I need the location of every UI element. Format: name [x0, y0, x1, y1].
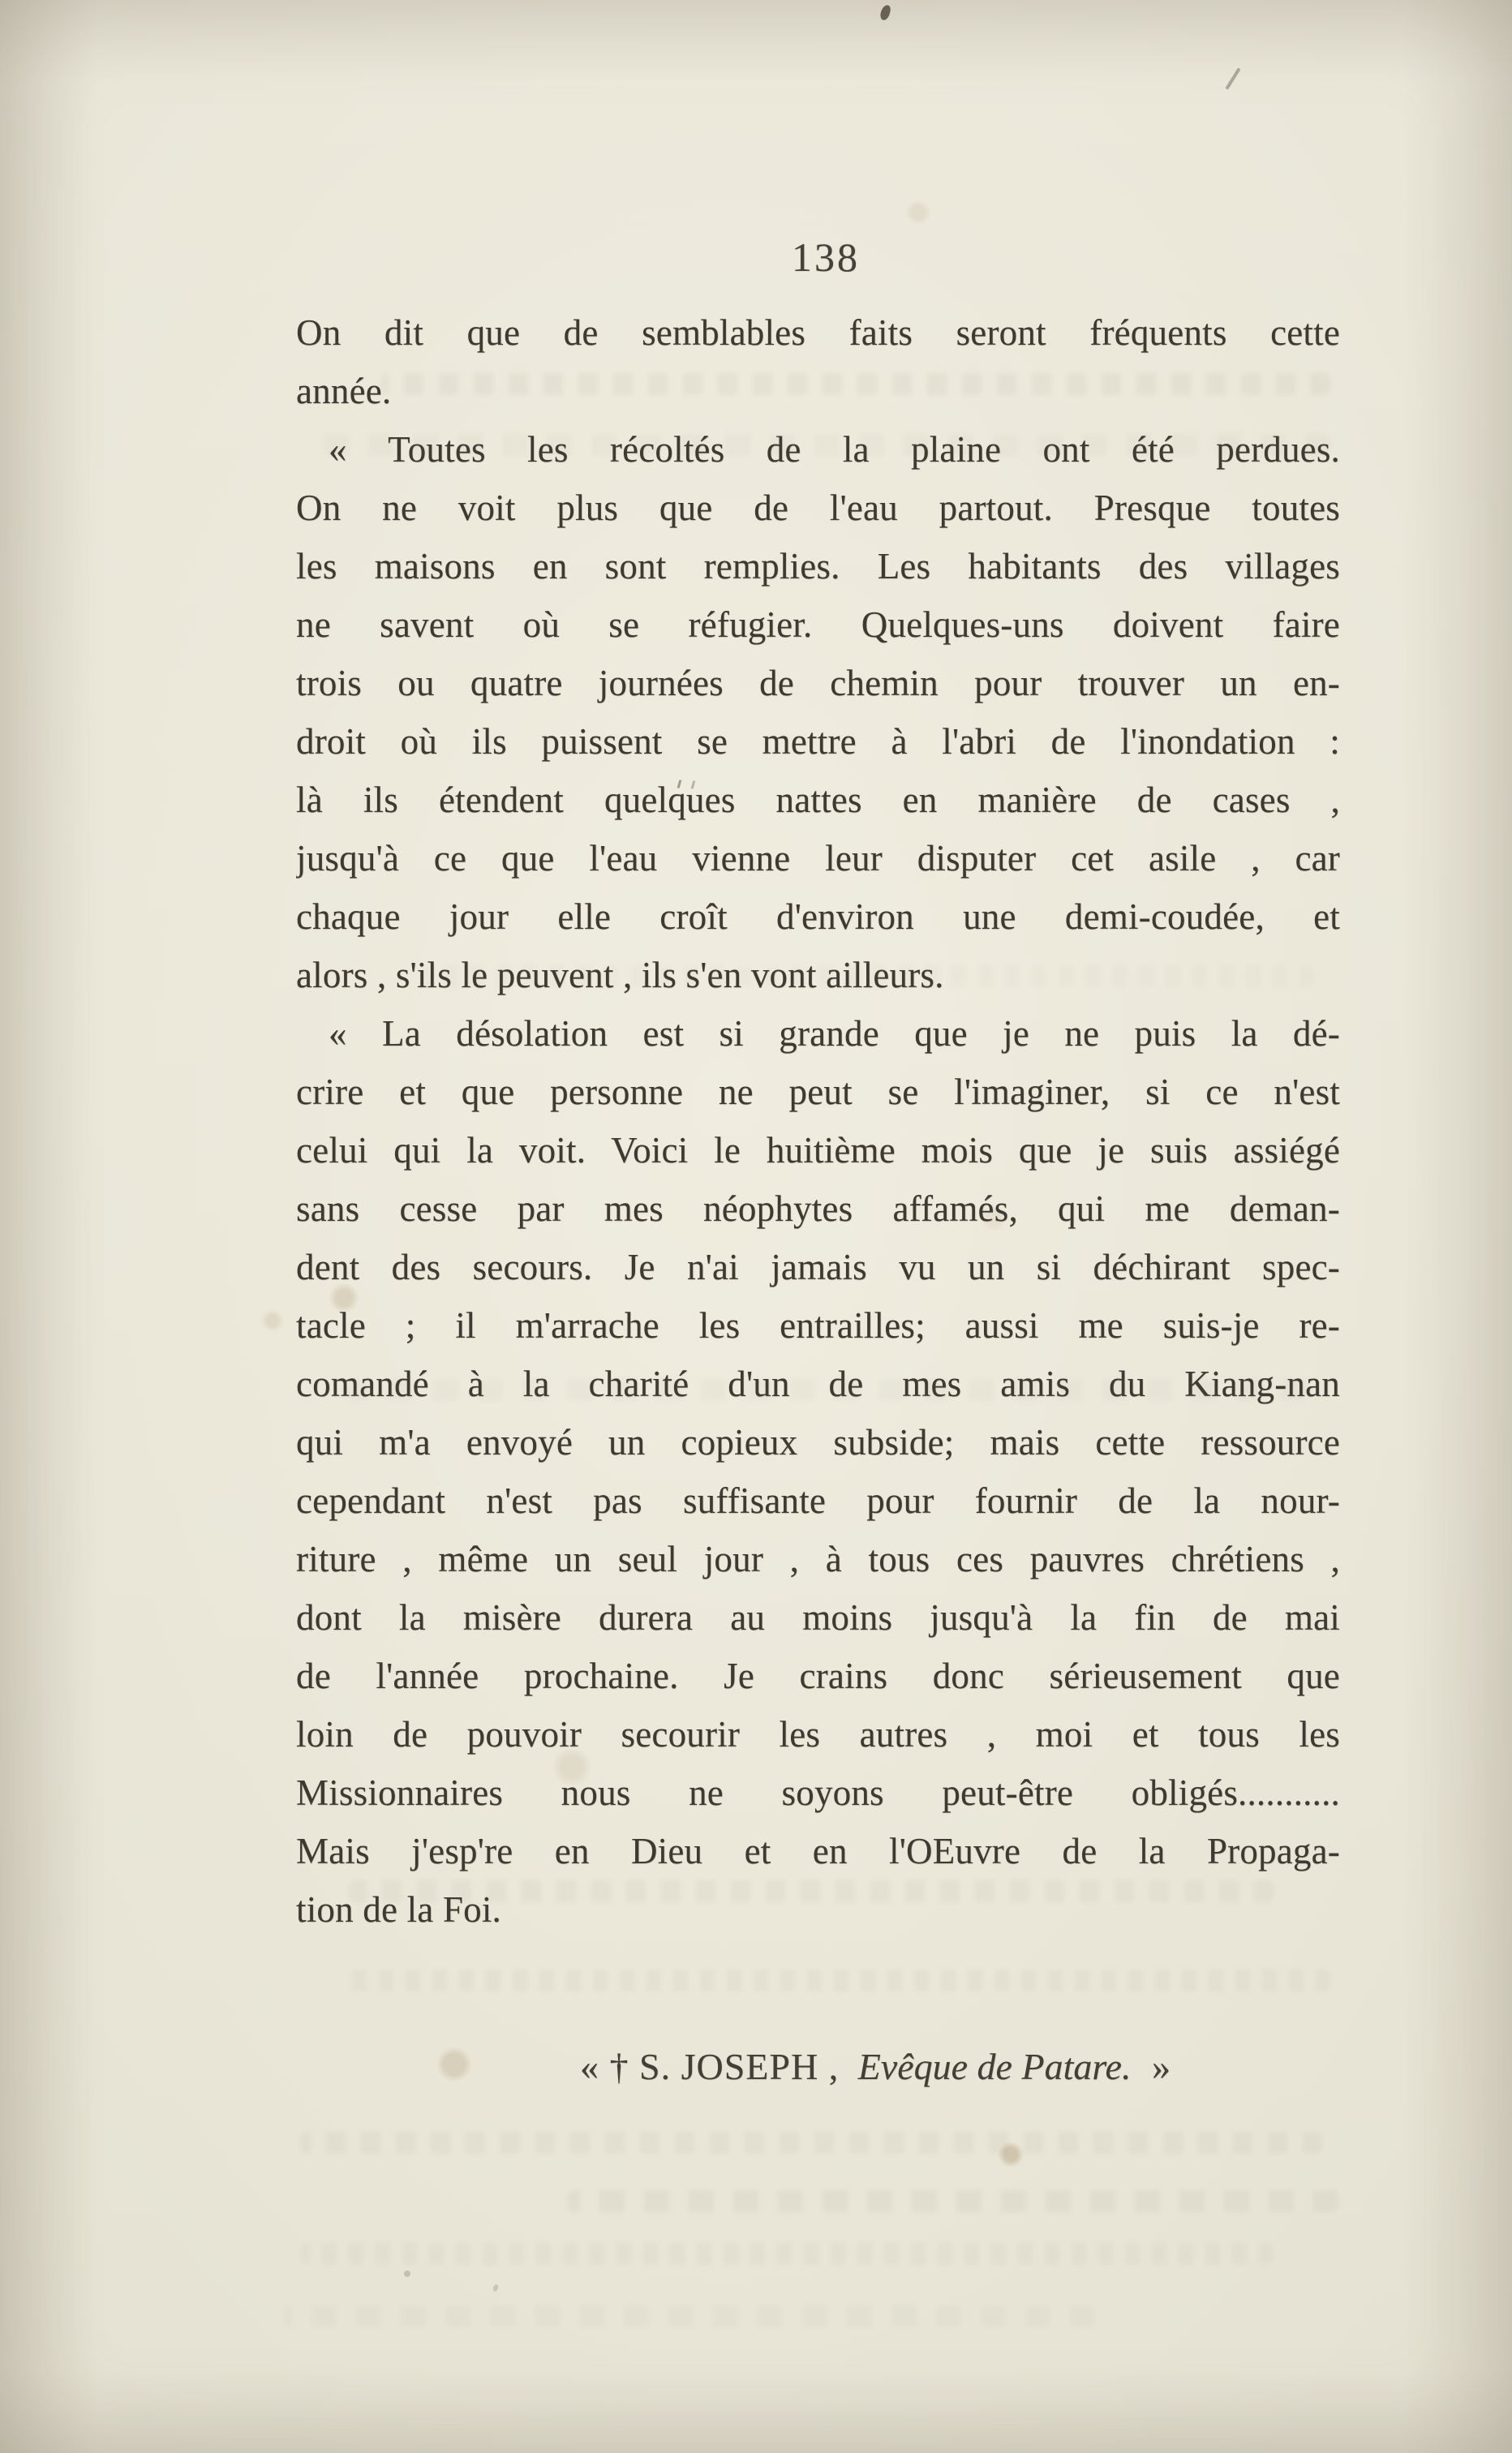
scratch-mark: [1225, 67, 1240, 90]
text-line: ne savent où se réfugier. Quelques-uns doivent faire: [296, 604, 1340, 645]
bleed-through-line: [284, 2305, 1095, 2327]
text-line: les maisons en sont remplies. Les habitants des villages: [296, 546, 1340, 586]
text-line: On ne voit plus que de l'eau partout. Presque toutes: [296, 488, 1340, 528]
text-line: tion de la Foi.: [296, 1889, 501, 1930]
text-line: jusqu'à ce que l'eau vienne leur disputer cet asile , car: [296, 838, 1340, 879]
ink-fleck: [879, 4, 891, 21]
text-line: cependant n'est pas suffisante pour fournir de la nour-: [296, 1480, 1340, 1521]
page-number: 138: [792, 234, 860, 280]
text-line: alors , s'ils le peuvent , ils s'en vont ailleurs.: [296, 955, 944, 995]
letter-body: [296, 303, 1340, 1939]
text-line: « La désolation est si grande que je ne puis la dé-: [329, 1013, 1340, 1054]
signature-name: « † S. JOSEPH ,: [580, 2046, 840, 2087]
text-line: Mais j'esp're en Dieu et en l'OEuvre de la Propaga-: [296, 1831, 1340, 1871]
text-line: comandé à la charité d'un de mes amis du Kiang-nan: [296, 1364, 1340, 1404]
text-line: On dit que de semblables faits seront fréquents cette: [296, 312, 1340, 353]
text-line: sans cesse par mes néophytes affamés, qui me deman-: [296, 1188, 1340, 1229]
text-line: tacle ; il m'arrache les entrailles; aussi me suis-je re-: [296, 1305, 1340, 1346]
bleed-through-line: [300, 2132, 1322, 2154]
text-line: de l'année prochaine. Je crains donc sérieusement que: [296, 1656, 1340, 1696]
text-line: celui qui la voit. Voici le huitième mois que je suis assiégé: [296, 1130, 1340, 1171]
text-line: « Toutes les récoltés de la plaine ont été perdues.: [329, 429, 1340, 470]
text-line: riture , même un seul jour , à tous ces pauvres chrétiens ,: [296, 1539, 1340, 1579]
paper-spot: [492, 2283, 500, 2292]
text-line: qui m'a envoyé un copieux subside; mais cette ressource: [296, 1422, 1340, 1463]
text-line: dont la misère durera au moins jusqu'à la fin de mai: [296, 1597, 1340, 1638]
paper-spot: [404, 2270, 410, 2277]
text-line: là ils étendent quelques nattes en manière de cases ,: [296, 780, 1340, 820]
text-line: trois ou quatre journées de chemin pour trouver un en-: [296, 663, 1340, 703]
bleed-through-line: [300, 2243, 1274, 2265]
signature-title: Evêque de Patare.: [857, 2046, 1132, 2087]
bleed-through-line: [568, 2190, 1338, 2212]
text-line: loin de pouvoir secourir les autres , moi et tous les: [296, 1714, 1340, 1755]
text-line: chaque jour elle croît d'environ une demi-coudée, et: [296, 896, 1340, 937]
text-line: droit où ils puissent se mettre à l'abri de l'inondation :: [296, 721, 1340, 762]
text-line: crire et que personne ne peut se l'imaginer, si ce n'est: [296, 1072, 1340, 1112]
bleed-through-line: [349, 1970, 1330, 1991]
signature-line: [580, 2038, 1171, 2096]
text-line: année.: [296, 371, 392, 411]
text-line: Missionnaires nous ne soyons peut-être obligés...........: [296, 1772, 1340, 1813]
closing-guillemet: »: [1151, 2046, 1171, 2087]
text-line: dent des secours. Je n'ai jamais vu un si déchirant spec-: [296, 1247, 1340, 1287]
